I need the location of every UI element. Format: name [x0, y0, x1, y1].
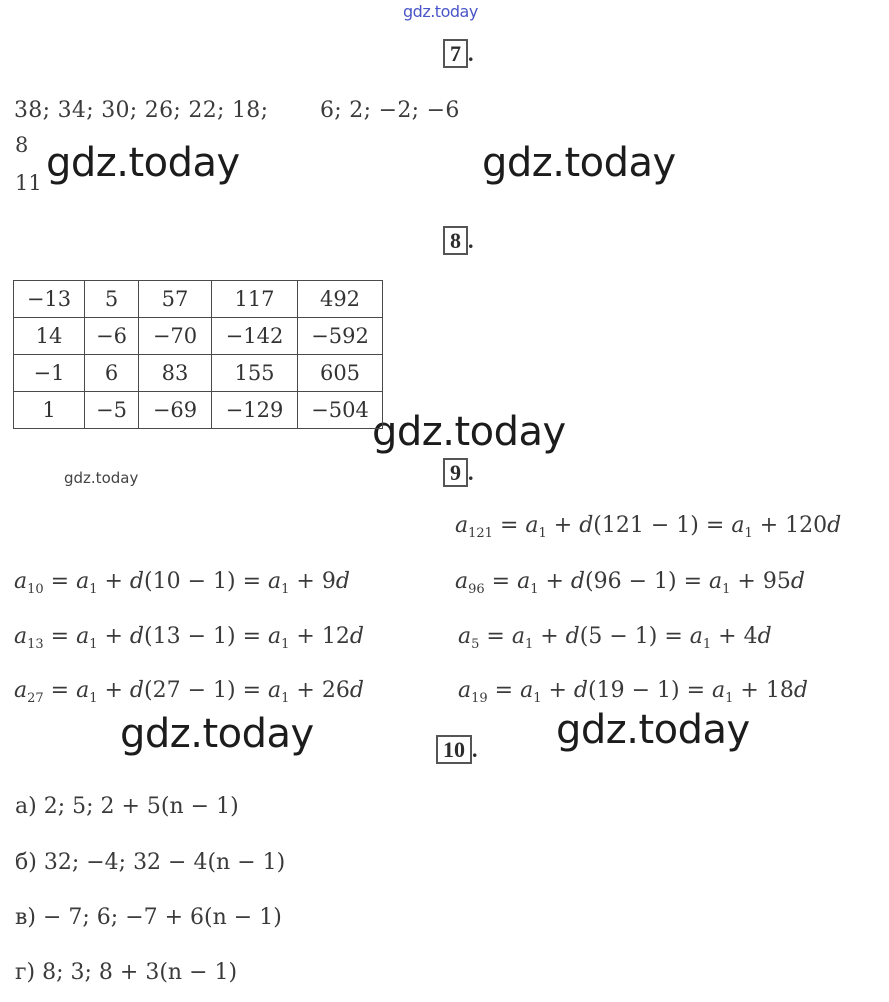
- table-row: [14, 392, 383, 429]
- task-10-header: 10 .: [436, 738, 478, 762]
- task-number-box: 10: [436, 735, 472, 764]
- formula-right: $a_{19} = a_1 + d(19 - 1) = a_1 + 18d$: [458, 678, 808, 706]
- task-7-sequence: 38; 34; 30; 26; 22; 18;: [14, 98, 269, 123]
- table-row: [14, 318, 383, 355]
- table-cell: −142: [212, 318, 298, 355]
- item-text: 2; 5; 2 + 5(n − 1): [43, 794, 239, 819]
- table-cell: 1: [14, 392, 85, 429]
- watermark-big: gdz.today: [482, 140, 676, 186]
- task-10-item: [15, 794, 239, 819]
- watermark-top: gdz.today: [403, 2, 478, 21]
- watermark-big: gdz.today: [556, 707, 750, 753]
- table-cell: −6: [85, 318, 139, 355]
- formula-a121: $a_{121} = a_1 + d(121 - 1) = a_1 + 120d$: [455, 513, 842, 541]
- table-cell: 155: [212, 355, 298, 392]
- table-cell: −592: [298, 318, 383, 355]
- table-cell: −1: [14, 355, 85, 392]
- task-7-value-a: 8: [15, 133, 29, 157]
- table-cell: −5: [85, 392, 139, 429]
- watermark-big: gdz.today: [46, 140, 240, 186]
- task-number-box: 9: [443, 458, 468, 487]
- table-cell: 6: [85, 355, 139, 392]
- table-cell: −13: [14, 281, 85, 318]
- table-cell: 57: [139, 281, 212, 318]
- item-text: 8; 3; 8 + 3(n − 1): [42, 960, 238, 985]
- formula-right: $a_{96} = a_1 + d(96 - 1) = a_1 + 95d$: [455, 569, 805, 597]
- task-7-value-b: 11: [15, 171, 42, 195]
- task-7-header: 7 .: [443, 42, 474, 66]
- formula-left: $a_{27} = a_1 + d(27 - 1) = a_1 + 26d$: [14, 678, 364, 706]
- table-cell: 83: [139, 355, 212, 392]
- task-8-header: 8 .: [443, 229, 474, 253]
- formula-left: $a_{13} = a_1 + d(13 - 1) = a_1 + 12d$: [14, 624, 364, 652]
- table-cell: −129: [212, 392, 298, 429]
- item-label: в): [15, 905, 36, 930]
- table-cell: 5: [85, 281, 139, 318]
- watermark-big: gdz.today: [372, 409, 566, 455]
- task-10-item: [15, 850, 285, 875]
- table-row: [14, 281, 383, 318]
- item-text: 32; −4; 32 − 4(n − 1): [43, 850, 286, 875]
- watermark-small: gdz.today: [64, 469, 139, 487]
- task-8-table: [13, 280, 383, 429]
- table-cell: 14: [14, 318, 85, 355]
- table-cell: 605: [298, 355, 383, 392]
- task-number-box: 7: [443, 39, 468, 68]
- item-label: б): [15, 850, 37, 875]
- table-cell: −504: [298, 392, 383, 429]
- formula-left: $a_{10} = a_1 + d(10 - 1) = a_1 + 9d$: [14, 569, 350, 597]
- table-cell: 492: [298, 281, 383, 318]
- task-10-item: [15, 905, 282, 930]
- task-9-header: 9 .: [443, 461, 474, 485]
- task-number-box: 8: [443, 226, 468, 255]
- item-label: а): [15, 794, 37, 819]
- table-row: [14, 355, 383, 392]
- task-7-sequence-2: 6; 2; −2; −6: [320, 98, 460, 123]
- formula-right: $a_5 = a_1 + d(5 - 1) = a_1 + 4d$: [458, 624, 772, 652]
- item-label: г): [15, 960, 36, 985]
- task-10-item: [15, 960, 237, 985]
- table-cell: −69: [139, 392, 212, 429]
- table-cell: −70: [139, 318, 212, 355]
- table-cell: 117: [212, 281, 298, 318]
- item-text: − 7; 6; −7 + 6(n − 1): [42, 905, 282, 930]
- watermark-big: gdz.today: [120, 711, 314, 757]
